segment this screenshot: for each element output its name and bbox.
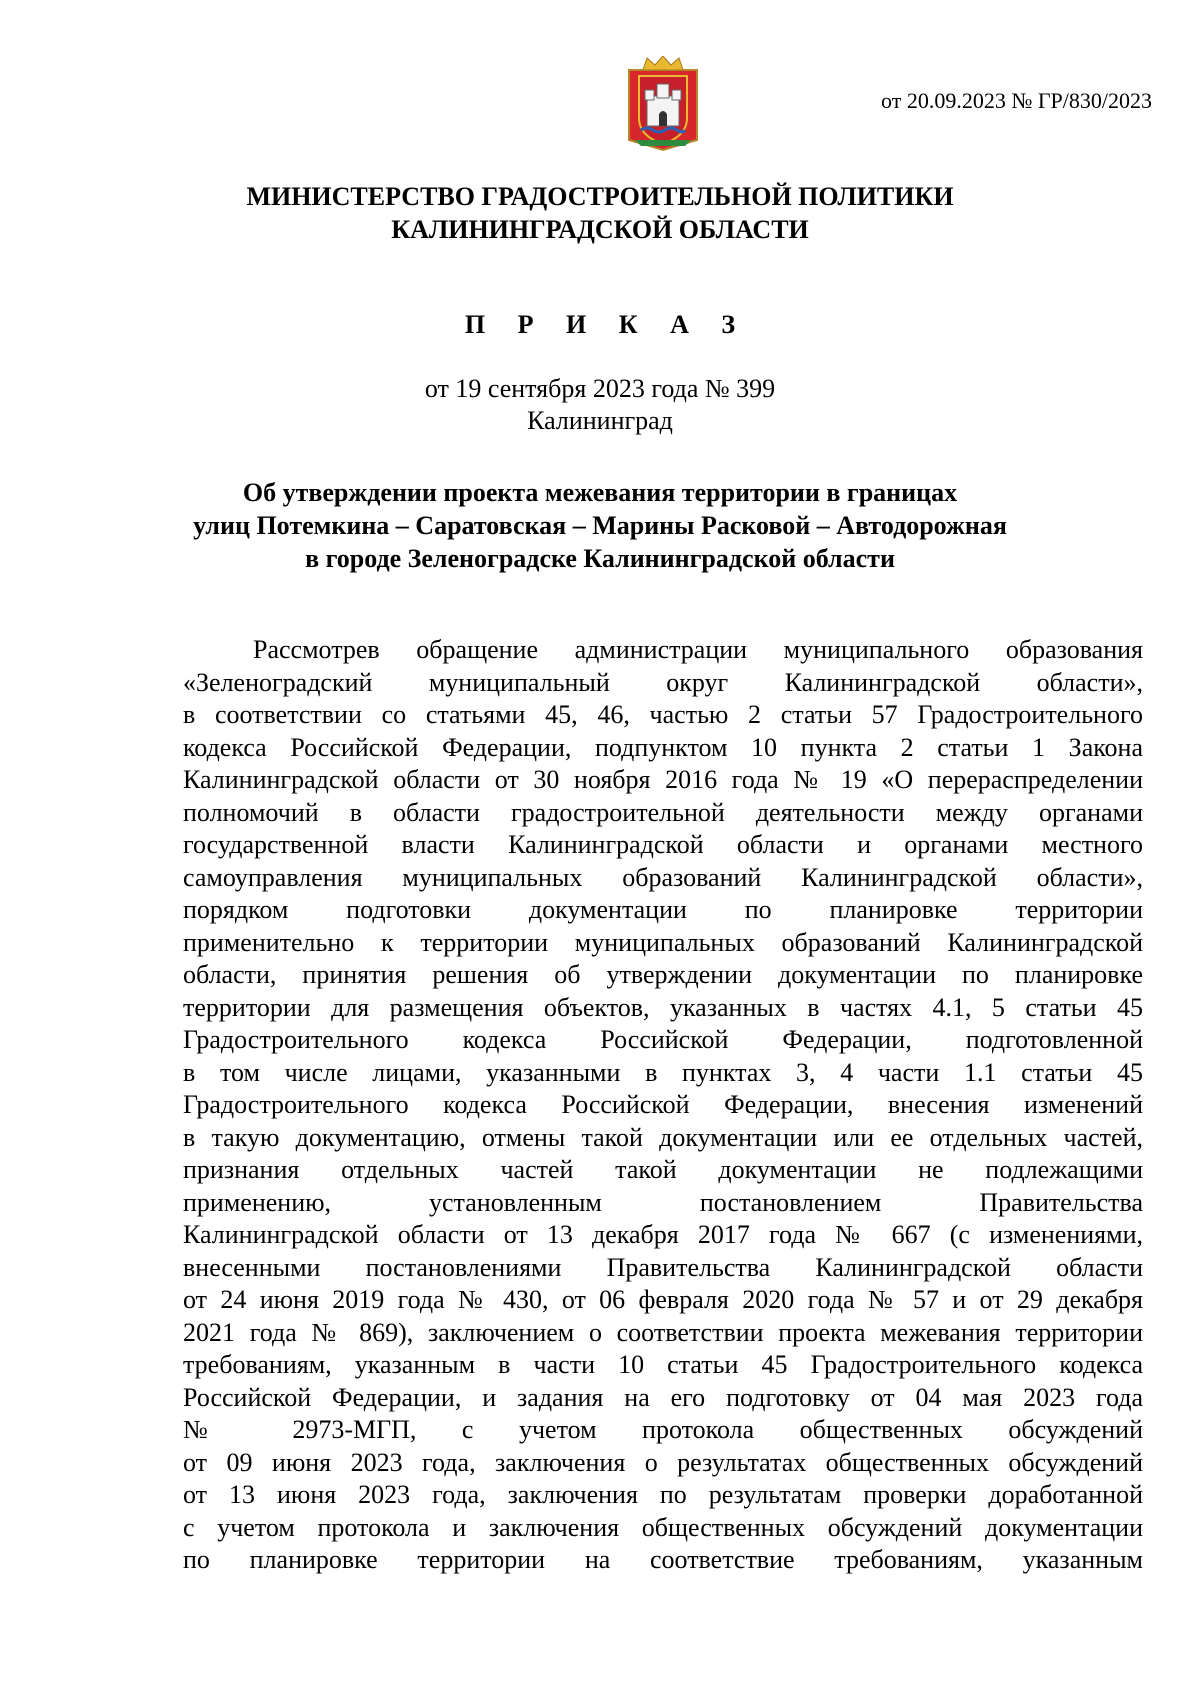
ministry-name-line-2: КАЛИНИНГРАДСКОЙ ОБЛАСТИ [391,215,809,244]
body-line: порядком подготовки документации по планировке территории [183,895,1143,924]
body-line: применению, установленным постановлением Правительства [183,1187,1143,1217]
order-title-line-1: Об утверждении проекта межевания территории в границах [242,478,958,507]
body-line: № 2973-МГП, с учетом протокола общественных обсуждений [183,1415,1143,1444]
body-line: полномочий в области градостроительной деятельности между органами [183,797,1143,827]
ministry-name [0,180,1200,246]
body-line: Российской Федерации, и задания на его подготовку от 04 мая 2023 года [183,1382,1143,1412]
document-type-heading: П Р И К А З [464,310,749,339]
order-title-line-3: в городе Зеленоградске Калининградской области [305,544,895,573]
body-line: Рассмотрев обращение администрации муниципального образования [253,635,1143,664]
body-line: кодекса Российской Федерации, подпунктом 10 пункта 2 статьи 1 Закона [183,732,1143,762]
body-line: в том числе лицами, указанными в пунктах 3, 4 части 1.1 статьи 45 [183,1057,1143,1087]
body-line: в соответствии со статьями 45, 46, частью 2 статьи 57 Градостроительного [183,700,1143,729]
body-line: применительно к территории муниципальных образований Калининградской [183,927,1143,957]
order-city: Калининград [527,406,673,435]
order-title [0,476,1200,575]
registration-number: от 20.09.2023 № ГР/830/2023 [881,88,1152,113]
body-line: от 13 июня 2023 года, заключения по результатам проверки доработанной [183,1480,1143,1509]
body-line: требованиям, указанным в части 10 статьи 45 Градостроительного кодекса [183,1350,1143,1379]
body-line: с учетом протокола и заключения общественных обсуждений документации [183,1512,1143,1542]
coat-of-arms-emblem [625,56,701,152]
body-line: признания отдельных частей такой документации не подлежащими [183,1155,1143,1184]
body-line: области, принятия решения об утверждении документации по планировке [183,960,1143,989]
body-line: государственной власти Калининградской области и органами местного [183,830,1143,859]
order-title-line-2: улиц Потемкина – Саратовская – Марины Расковой – Автодорожная [193,511,1007,540]
body-line: самоуправления муниципальных образований Калининградской области», [183,862,1143,892]
body-line: Градостроительного кодекса Российской Федерации, подготовленной [183,1025,1143,1054]
order-date-number: от 19 сентября 2023 года № 399 [424,374,776,403]
body-line: от 09 июня 2023 года, заключения о результатах общественных обсуждений [183,1447,1143,1477]
body-line: Градостроительного кодекса Российской Федерации, внесения изменений [183,1090,1143,1119]
body-line: 2021 года № 869), заключением о соответствии проекта межевания территории [183,1317,1143,1347]
ministry-name-line-1: МИНИСТЕРСТВО ГРАДОСТРОИТЕЛЬНОЙ ПОЛИТИКИ [246,182,954,211]
order-body-text [183,634,1143,1577]
body-line: «Зеленоградский муниципальный округ Калининградской области», [183,667,1143,697]
body-line: Калининградской области от 30 ноября 2016 года № 19 «О перераспределении [183,765,1143,794]
body-line: Калининградской области от 13 декабря 2017 года № 667 (с изменениями, [183,1220,1143,1249]
body-line: по планировке территории на соответствие требованиям, указанным [183,1545,1143,1574]
body-line: территории для размещения объектов, указанных в частях 4.1, 5 статьи 45 [183,992,1143,1022]
body-line: от 24 июня 2019 года № 430, от 06 февраля 2020 года № 57 и от 29 декабря [183,1285,1143,1314]
body-line: в такую документацию, отмены такой документации или ее отдельных частей, [183,1122,1143,1152]
body-line: внесенными постановлениями Правительства Калининградской области [183,1252,1143,1282]
